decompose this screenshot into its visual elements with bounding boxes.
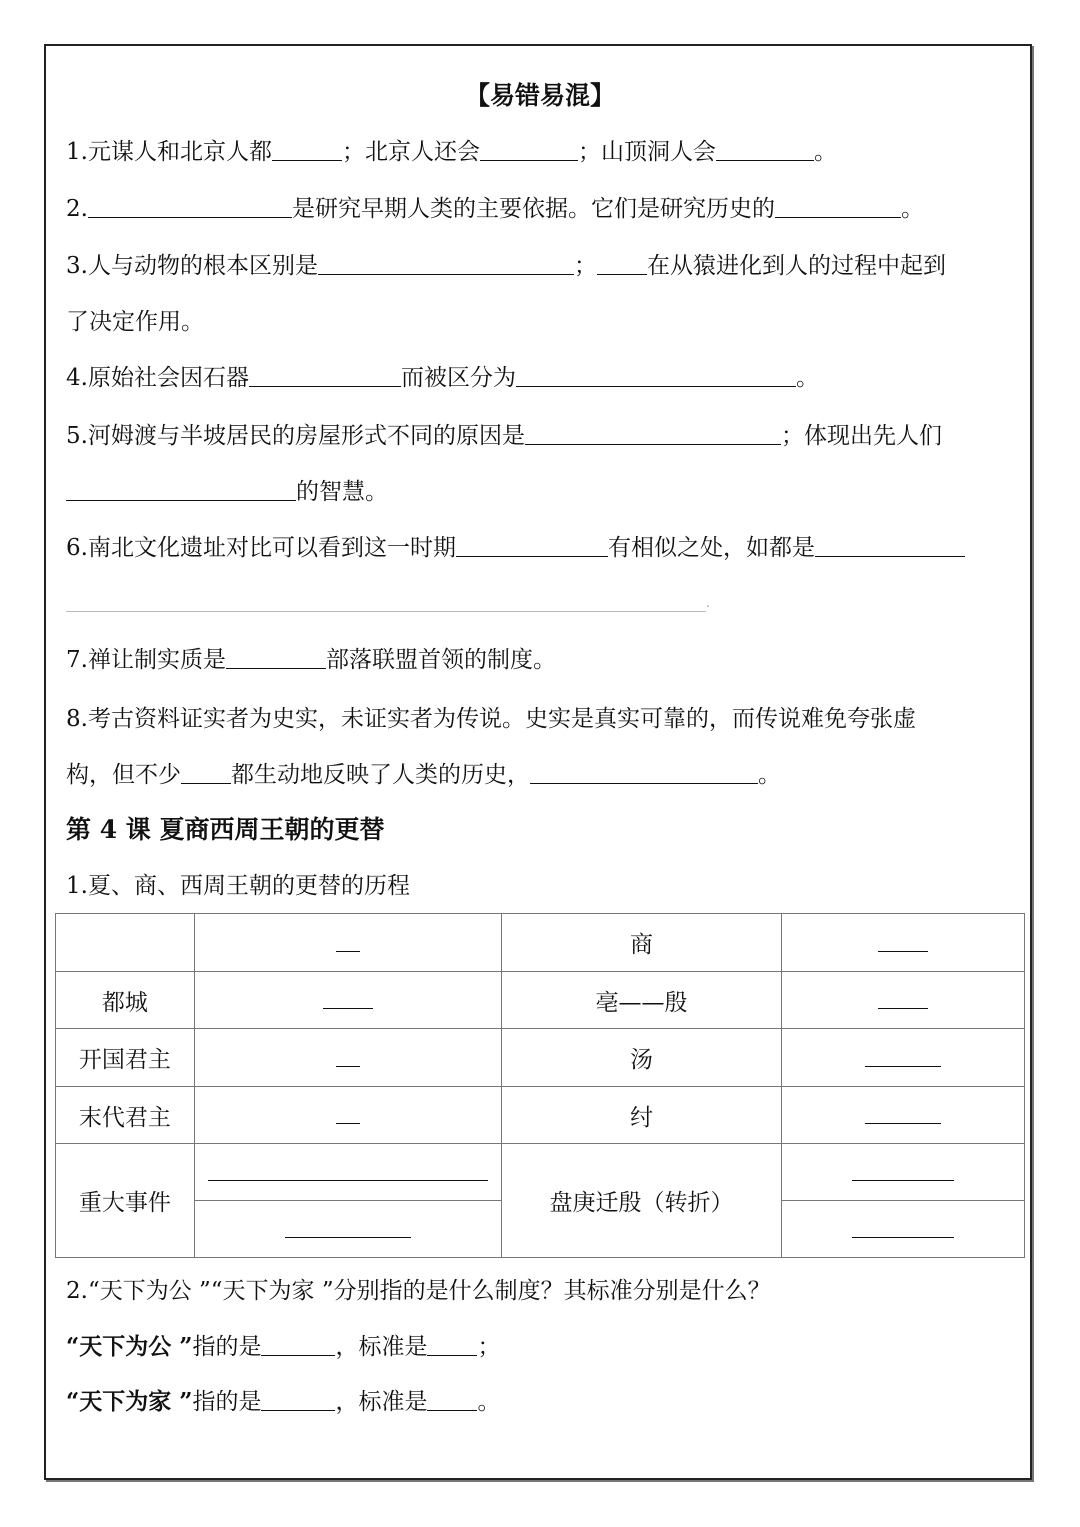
- question-5-cont: [66, 476, 1020, 508]
- xia-event-blank-1[interactable]: [208, 1162, 488, 1181]
- q1-text-3: ；山顶洞人会: [577, 139, 716, 165]
- question-8-cont: [66, 759, 1020, 791]
- lesson-4-sub1: 1.夏、商、西周王朝的更替的历程: [66, 873, 410, 899]
- lesson-4-title: 第 4 课 夏商西周王朝的更替: [66, 815, 385, 844]
- q2-blank-2[interactable]: [775, 193, 901, 218]
- q6-answer-line[interactable]: [66, 611, 706, 612]
- jia-mid: 指的是: [192, 1389, 262, 1415]
- zhou-event-blank-2[interactable]: [852, 1219, 954, 1238]
- zhou-capital-blank[interactable]: [878, 990, 928, 1009]
- shang-event-cell: 盘庚迁殷（转折）: [501, 1144, 782, 1258]
- gong-end: ；: [477, 1334, 501, 1360]
- row-label-founder: 开国君主: [56, 1029, 195, 1087]
- question-7: [66, 644, 1020, 676]
- q5-text-3: 的智慧。: [296, 479, 388, 505]
- table-cell-zhou-header: [782, 914, 1025, 972]
- question-6: [66, 532, 1020, 564]
- q5-blank-1[interactable]: [525, 420, 781, 445]
- gong-label: “天下为公 ”: [66, 1333, 193, 1360]
- xia-capital-blank[interactable]: [323, 990, 373, 1009]
- zhou-event-blank-1[interactable]: [852, 1162, 954, 1181]
- table-row: [56, 914, 1025, 972]
- q3-blank-2[interactable]: [597, 250, 647, 275]
- dynasty-table: [55, 913, 1025, 1258]
- q7-text: 7.禅让制实质是: [66, 647, 226, 673]
- shang-last-cell: 纣: [501, 1087, 782, 1144]
- gong-mid: 指的是: [192, 1334, 262, 1360]
- xia-founder-cell: [194, 1029, 501, 1087]
- gong-std: ，标准是: [335, 1334, 428, 1360]
- question-3: [66, 250, 1020, 282]
- q6-blank-1[interactable]: [456, 532, 608, 557]
- q1-text: 1.元谋人和北京人都: [66, 139, 272, 165]
- xia-header-blank[interactable]: [336, 933, 360, 952]
- q8-text-3: 都生动地反映了人类的历史，: [231, 762, 530, 788]
- q8-text-4: 。: [758, 762, 781, 788]
- zhou-capital-cell: [782, 972, 1025, 1029]
- xia-last-cell: [194, 1087, 501, 1144]
- row-label-events: 重大事件: [56, 1144, 195, 1258]
- q2-text: 2.: [66, 196, 88, 222]
- q4-blank-2[interactable]: [516, 362, 796, 387]
- table-row: [56, 1087, 1025, 1144]
- q5-text: 5.河姆渡与半坡居民的房屋形式不同的原因是: [66, 423, 525, 449]
- table-cell-xia-header: [194, 914, 501, 972]
- zhou-last-cell: [782, 1087, 1025, 1144]
- q7-blank-1[interactable]: [226, 644, 326, 669]
- q3-blank-1[interactable]: [318, 250, 574, 275]
- gong-blank-2[interactable]: [427, 1331, 477, 1356]
- gong-blank-1[interactable]: [261, 1331, 335, 1356]
- q6-end-mark: .: [706, 596, 710, 610]
- shang-founder-cell: 汤: [501, 1029, 782, 1087]
- q3-text-3: 在从猿进化到人的过程中起到: [646, 253, 946, 279]
- q5-blank-2[interactable]: [66, 476, 296, 501]
- q7-text-2: 部落联盟首领的制度。: [325, 647, 556, 673]
- q1-text-4: 。: [813, 139, 837, 165]
- jia-end: 。: [477, 1389, 501, 1415]
- q1-blank-1[interactable]: [272, 136, 342, 161]
- q6-blank-2[interactable]: [815, 532, 965, 557]
- row-label-last: 末代君主: [56, 1087, 195, 1144]
- section-title: 【易错易混】: [464, 81, 615, 110]
- q8-blank-2[interactable]: [530, 759, 758, 784]
- q2-blank-1[interactable]: [88, 193, 292, 218]
- q2-text-3: 。: [900, 196, 924, 222]
- question-8: 8.考古资料证实者为史实，未证实者为传说。史实是真实可靠的，而传说难免夸张虚: [66, 706, 916, 732]
- jia-blank-1[interactable]: [261, 1386, 335, 1411]
- q8-text-2: 构，但不少: [66, 762, 181, 788]
- xia-capital-cell: [194, 972, 501, 1029]
- xia-last-blank[interactable]: [336, 1105, 360, 1124]
- table-cell-empty: [56, 914, 195, 972]
- question-3-cont: 了决定作用。: [66, 309, 204, 335]
- q4-text-2: 而被区分为: [400, 365, 516, 391]
- table-cell-shang-header: 商: [501, 914, 782, 972]
- q4-text: 4.原始社会因石器: [66, 365, 249, 391]
- q1-text-2: ；北京人还会: [341, 139, 480, 165]
- q3-text-2: ；: [573, 253, 597, 279]
- question-5: [66, 420, 1020, 452]
- zhou-event-cell-1: [782, 1144, 1025, 1201]
- xia-event-cell-2: [194, 1201, 501, 1258]
- xia-event-cell-1: [194, 1144, 501, 1201]
- jia-blank-2[interactable]: [427, 1386, 477, 1411]
- question-4: [66, 362, 1020, 394]
- lesson-4-q2-jia: [66, 1386, 1020, 1418]
- zhou-event-cell-2: [782, 1201, 1025, 1258]
- table-row: [56, 972, 1025, 1029]
- q3-text: 3.人与动物的根本区别是: [66, 253, 318, 279]
- q2-text-2: 是研究早期人类的主要依据。它们是研究历史的: [291, 196, 775, 222]
- zhou-founder-blank[interactable]: [865, 1048, 941, 1067]
- jia-std: ，标准是: [335, 1389, 428, 1415]
- q4-text-3: 。: [795, 365, 819, 391]
- q1-blank-3[interactable]: [716, 136, 814, 161]
- zhou-last-blank[interactable]: [865, 1105, 941, 1124]
- xia-founder-blank[interactable]: [336, 1048, 360, 1067]
- question-2: [66, 193, 1020, 225]
- table-row: [56, 1029, 1025, 1087]
- xia-event-blank-2[interactable]: [285, 1219, 411, 1238]
- table-row: [56, 1144, 1025, 1201]
- lesson-4-q2-gong: [66, 1331, 1020, 1363]
- q6-text: 6.南北文化遗址对比可以看到这一时期: [66, 535, 456, 561]
- q6-text-2: 有相似之处，如都是: [607, 535, 815, 561]
- zhou-founder-cell: [782, 1029, 1025, 1087]
- lesson-4-q2: 2.“天下为公 ”“天下为家 ”分别指的是什么制度？其标准分别是什么？: [66, 1278, 771, 1304]
- q8-blank-1[interactable]: [181, 759, 231, 784]
- shang-capital-cell: 亳——殷: [501, 972, 782, 1029]
- q5-text-2: ；体现出先人们: [780, 423, 942, 449]
- q1-blank-2[interactable]: [480, 136, 578, 161]
- zhou-header-blank[interactable]: [878, 933, 928, 952]
- row-label-capital: 都城: [56, 972, 195, 1029]
- jia-label: “天下为家 ”: [66, 1388, 193, 1415]
- q4-blank-1[interactable]: [249, 362, 401, 387]
- question-1: [66, 136, 1020, 168]
